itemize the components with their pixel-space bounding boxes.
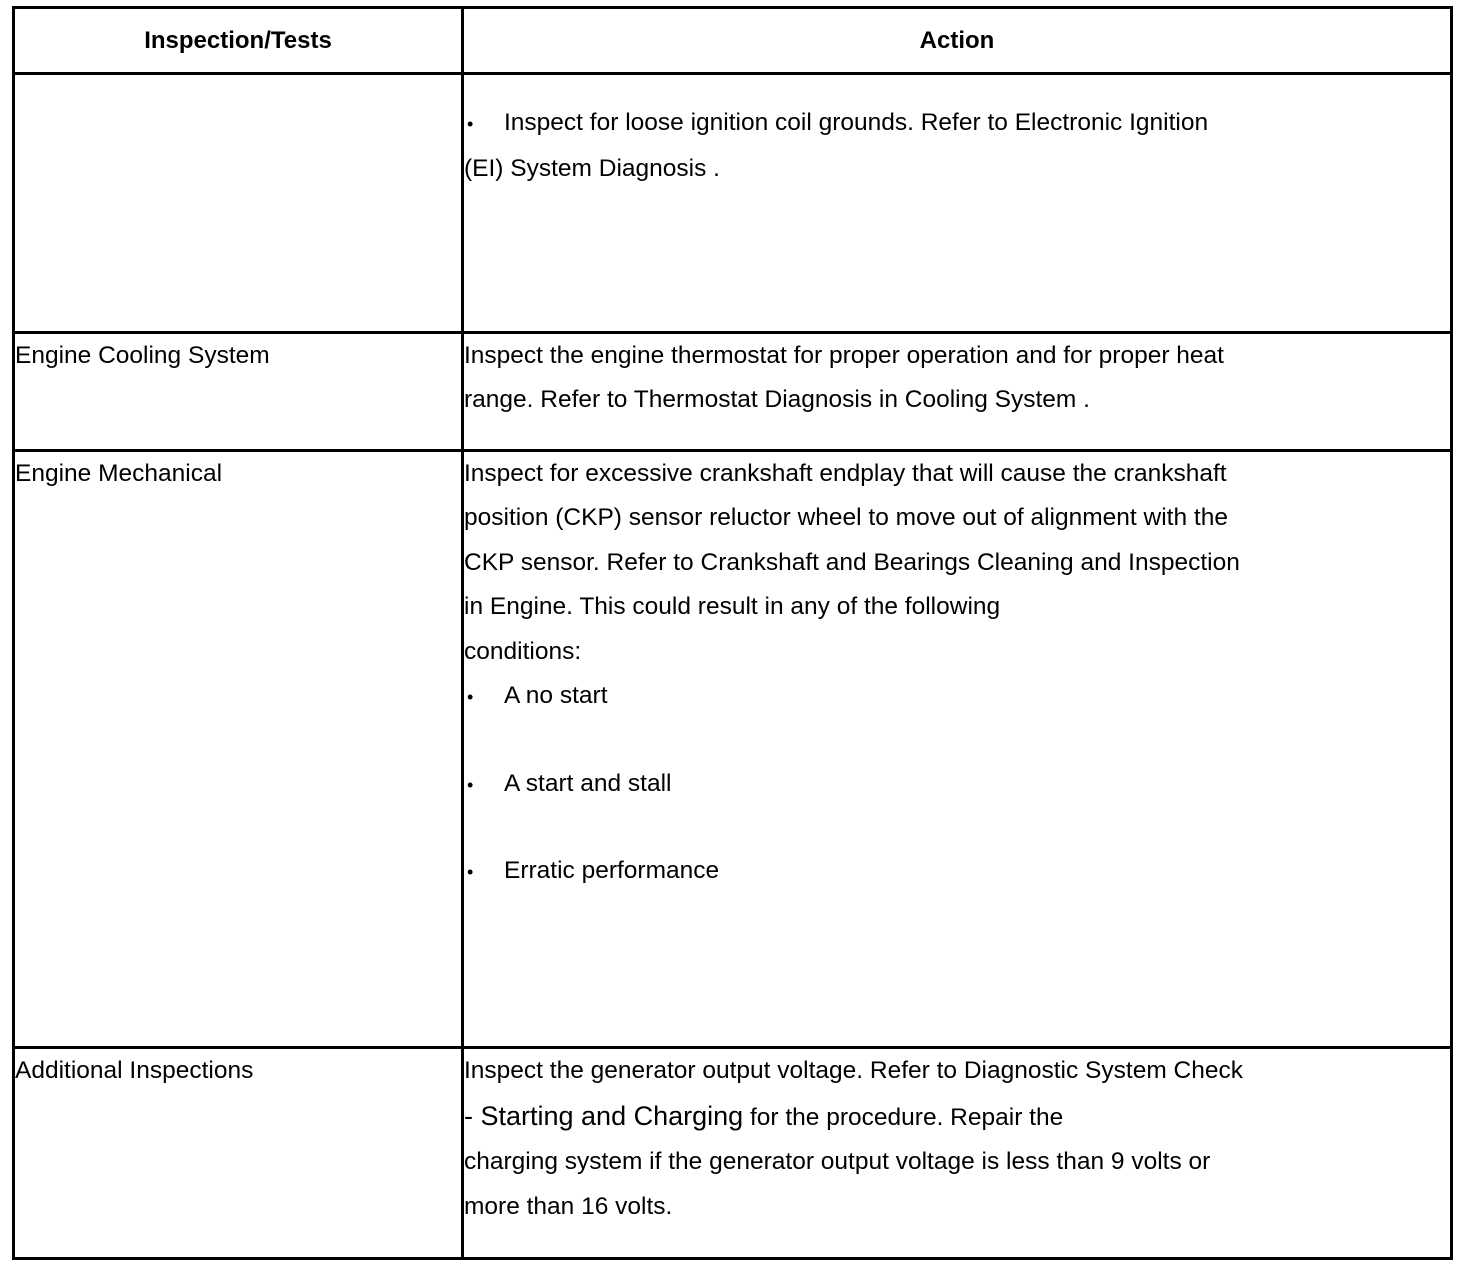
inspection-cell-empty	[14, 74, 463, 333]
action-text-line: conditions:	[464, 637, 582, 665]
table-row	[14, 74, 1452, 333]
table-row	[14, 332, 1452, 450]
starting-charging-reference: - Starting and Charging	[464, 1100, 744, 1131]
action-text-line: Inspect for excessive crankshaft endplay that will cause the crankshaft	[464, 459, 1227, 487]
header-inspection-tests: Inspection/Tests	[14, 8, 463, 74]
action-cell	[463, 1048, 1452, 1259]
condition-text: Erratic performance	[504, 857, 720, 885]
action-text-line: range. Refer to Thermostat Diagnosis in Cooling System .	[464, 386, 1090, 414]
table-row	[14, 450, 1452, 1048]
action-text-line: (EI) System Diagnosis .	[464, 154, 720, 182]
bullet-marker: •	[467, 114, 474, 134]
action-cell	[463, 450, 1452, 1048]
action-text-line: in Engine. This could result in any of the following	[464, 593, 1001, 621]
bullet-marker: •	[467, 774, 474, 795]
action-text-line: charging system if the generator output voltage is less than 9 volts or	[464, 1148, 1211, 1176]
action-cell	[463, 332, 1452, 450]
action-text-line: Inspect the engine thermostat for proper operation and for proper heat	[464, 341, 1224, 369]
list-item	[464, 674, 1450, 720]
condition-text: A no start	[504, 682, 608, 710]
action-text-line: CKP sensor. Refer to Crankshaft and Bearings Cleaning and Inspection	[464, 548, 1240, 576]
bullet-marker: •	[467, 687, 474, 708]
header-action: Action	[463, 8, 1452, 74]
action-cell	[463, 74, 1452, 333]
bullet-marker: •	[467, 862, 474, 883]
inspection-cell: Engine Cooling System	[14, 332, 463, 450]
condition-text: A start and stall	[504, 769, 672, 797]
inspection-cell: Additional Inspections	[14, 1048, 463, 1259]
inspection-cell: Engine Mechanical	[14, 450, 463, 1048]
list-item	[464, 101, 1450, 147]
action-text-suffix: for the procedure. Repair the	[743, 1103, 1064, 1131]
action-text-line: Inspect the generator output voltage. Refer to Diagnostic System Check	[464, 1057, 1243, 1085]
condition-list	[464, 674, 1450, 895]
table-header-row	[14, 8, 1452, 74]
action-text-line: position (CKP) sensor reluctor wheel to move out of alignment with the	[464, 504, 1228, 532]
inspection-table	[12, 6, 1453, 1260]
action-text-line: Inspect for loose ignition coil grounds. Refer to Electronic Ignition	[504, 109, 1209, 136]
list-item	[464, 762, 1450, 808]
list-item	[464, 849, 1450, 895]
action-text-line: more than 16 volts.	[464, 1192, 673, 1220]
table-row	[14, 1048, 1452, 1259]
action-text-line	[464, 1094, 1450, 1141]
